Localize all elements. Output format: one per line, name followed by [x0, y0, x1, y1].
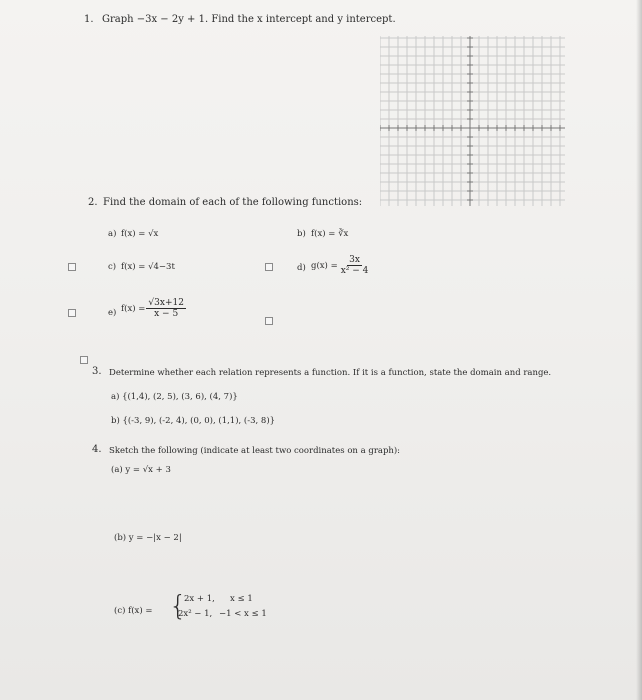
- q4c-brace: {: [169, 589, 187, 622]
- q2e-numerator: √3x+12: [148, 298, 184, 308]
- q2c-expr: f(x) = √4−3t: [121, 262, 175, 272]
- q4c-case1-cond: x ≤ 1: [230, 594, 253, 604]
- q4c-label: (c) f(x) =: [114, 606, 153, 616]
- q4c-case1-expr: 2x + 1,: [184, 594, 215, 604]
- q4-number: 4.: [92, 444, 102, 455]
- q2e-label: e): [108, 308, 117, 318]
- checkbox-2d[interactable]: [265, 263, 273, 271]
- q3-number: 3.: [92, 366, 102, 377]
- q2e-denominator: x − 5: [154, 309, 179, 319]
- page-edge-shadow: [636, 0, 642, 700]
- q3a: a) {(1,4), (2, 5), (3, 6), (4, 7)}: [111, 392, 238, 402]
- q4c-case2-cond: −1 < x ≤ 1: [219, 609, 267, 619]
- q2-text: Find the domain of each of the following functions:: [103, 197, 363, 208]
- q2d-fraction: [339, 255, 371, 276]
- q2-number: 2.: [88, 197, 98, 208]
- q2d-expr: [311, 255, 371, 276]
- q4-text: Sketch the following (indicate at least two coordinates on a graph):: [109, 446, 401, 456]
- q2e-expr: [121, 298, 187, 319]
- q2e-fraction: [146, 298, 186, 319]
- q2c-label: c): [108, 262, 117, 272]
- q2e-lhs: f(x) =: [121, 303, 146, 314]
- q4a: (a) y = √x + 3: [111, 465, 171, 475]
- q3b: b) {(-3, 9), (-2, 4), (0, 0), (1,1), (-3, 8)}: [111, 416, 276, 426]
- q2d-lhs: g(x) =: [311, 260, 338, 271]
- q4c-case2-expr: 2x² − 1,: [178, 609, 213, 619]
- q2d-denominator: x² − 4: [340, 266, 369, 276]
- checkbox-2c[interactable]: [68, 263, 76, 271]
- q2d-label: d): [297, 263, 306, 273]
- q4b: (b) y = −|x − 2|: [114, 533, 182, 543]
- coordinate-grid: [380, 36, 565, 206]
- q1-text: Graph −3x − 2y + 1. Find the x intercept and y intercept.: [102, 14, 396, 25]
- q2a-label: a): [108, 229, 117, 239]
- q2b-expr: f(x) = ∛x: [311, 229, 349, 239]
- q3-text: Determine whether each relation represents a function. If it is a function, state the domain and range.: [109, 368, 552, 378]
- checkbox-2e-right[interactable]: [265, 317, 273, 325]
- q2a-expr: f(x) = √x: [121, 229, 159, 239]
- checkbox-3[interactable]: [80, 356, 88, 364]
- q2b-label: b): [297, 229, 306, 239]
- q1-number: 1.: [84, 14, 94, 25]
- q2d-numerator: 3x: [349, 255, 360, 265]
- checkbox-2e-left[interactable]: [68, 309, 76, 317]
